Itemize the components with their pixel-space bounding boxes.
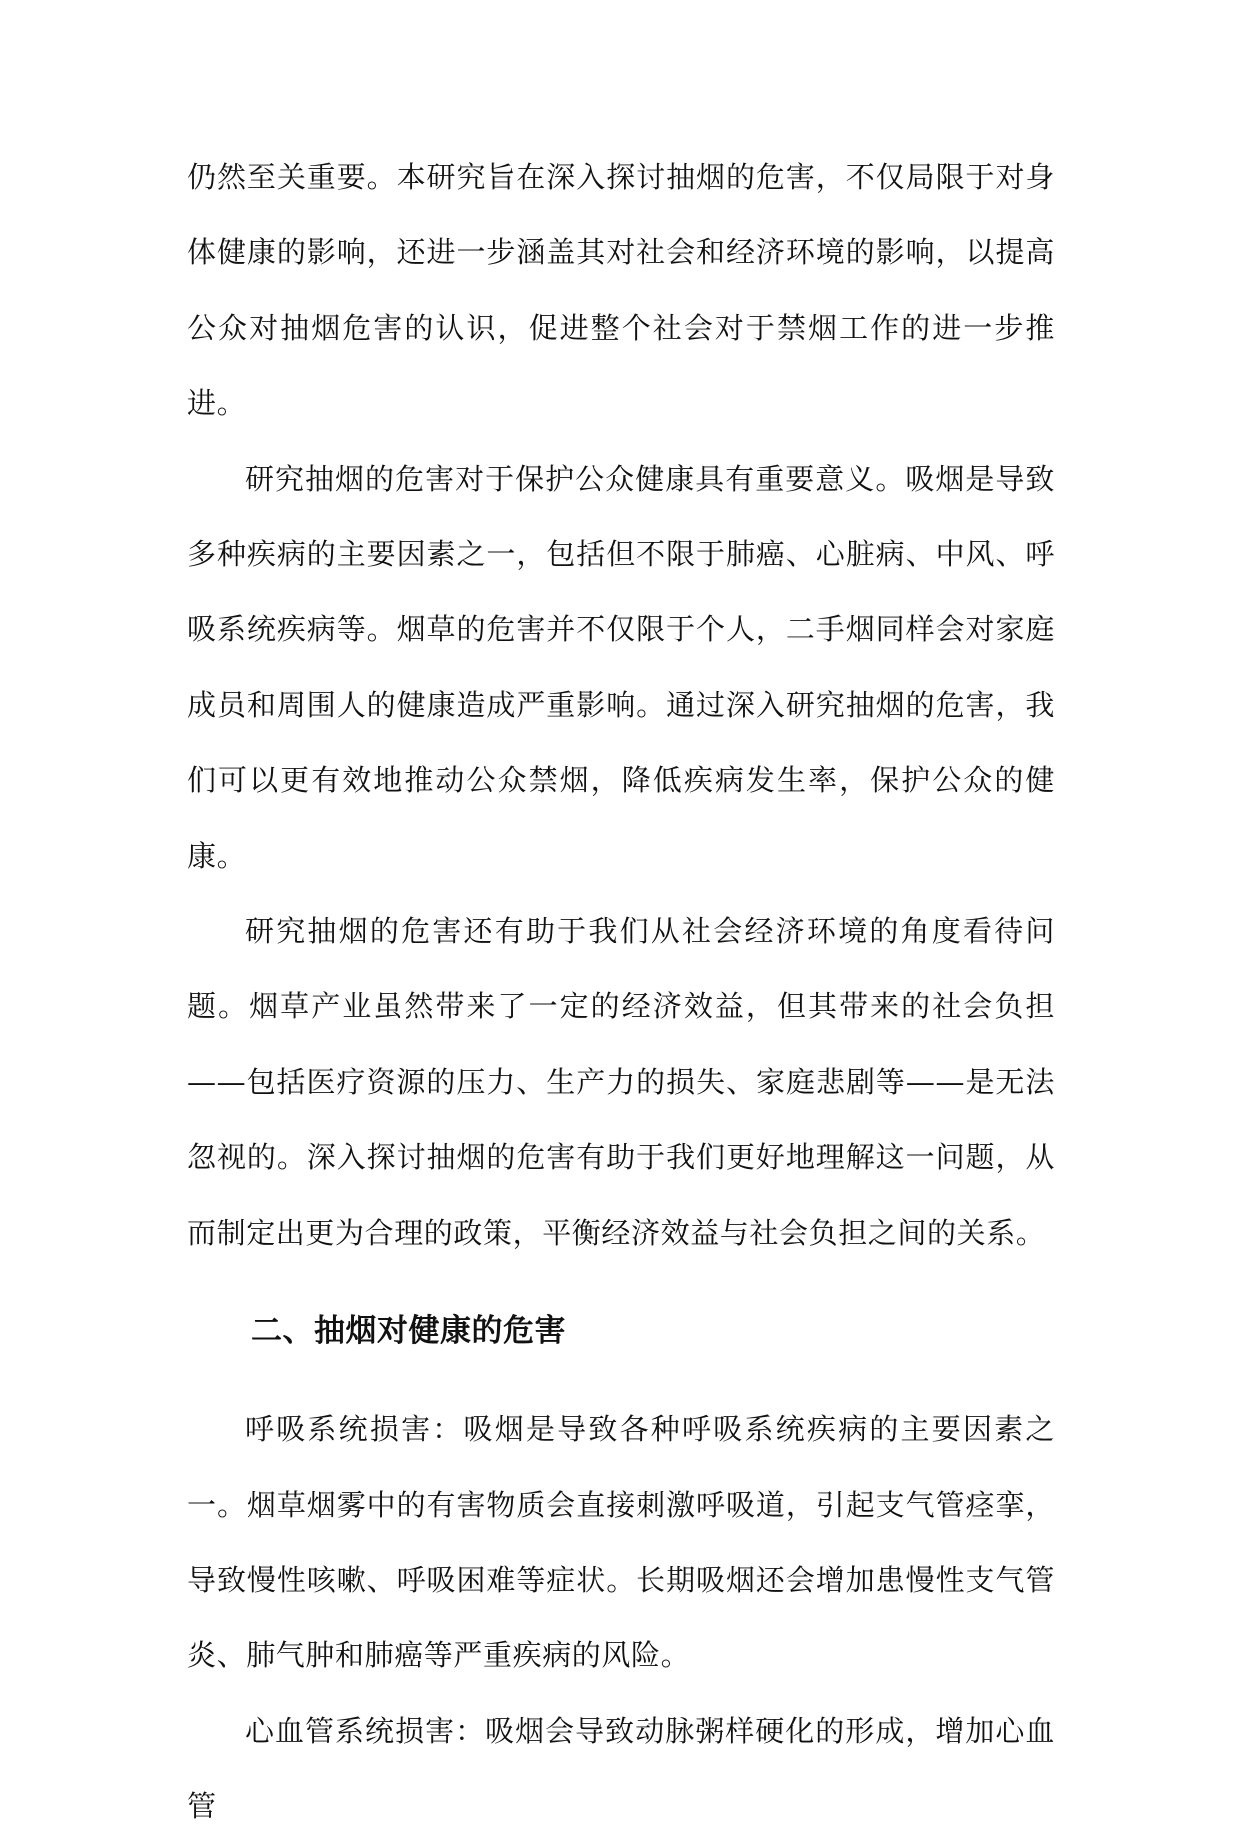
section-heading: 二、抽烟对健康的危害 [251,1313,566,1350]
paragraph-3: 研究抽烟的危害还有助于我们从社会经济环境的角度看待问题。烟草产业虽然带来了一定的经济效益，但其带来的社会负担——包括医疗资源的压力、生产力的损失、家庭悲剧等——是无法忽视的。深入探讨抽烟的危害有助于我们更好地理解这一问题，从而制定出更为合理的政策，平衡经济效益与社会负担之间的关系。 [187,914,1055,1250]
paragraph-2: 研究抽烟的危害对于保护公众健康具有重要意义。吸烟是导致多种疾病的主要因素之一，包括但不限于肺癌、心脏病、中风、呼吸系统疾病等。烟草的危害并不仅限于个人，二手烟同样会对家庭成员和周围人的健康造成严重影响。通过深入研究抽烟的危害，我们可以更有效地推动公众禁烟，降低疾病发生率，保护公众的健康。 [187,461,1055,873]
paragraph-5: 心血管系统损害：吸烟会导致动脉粥样硬化的形成，增加心血管 [187,1713,1055,1824]
page-content [187,140,1055,1845]
paragraph-1: 仍然至关重要。本研究旨在深入探讨抽烟的危害，不仅局限于对身体健康的影响，还进一步涵盖其对社会和经济环境的影响，以提高公众对抽烟危害的认识，促进整个社会对于禁烟工作的进一步推进。 [187,160,1055,421]
paragraph-4: 呼吸系统损害：吸烟是导致各种呼吸系统疾病的主要因素之一。烟草烟雾中的有害物质会直接刺激呼吸道，引起支气管痉挛，导致慢性咳嗽、呼吸困难等症状。长期吸烟还会增加患慢性支气管炎、肺气肿和肺癌等严重疾病的风险。 [187,1412,1055,1673]
